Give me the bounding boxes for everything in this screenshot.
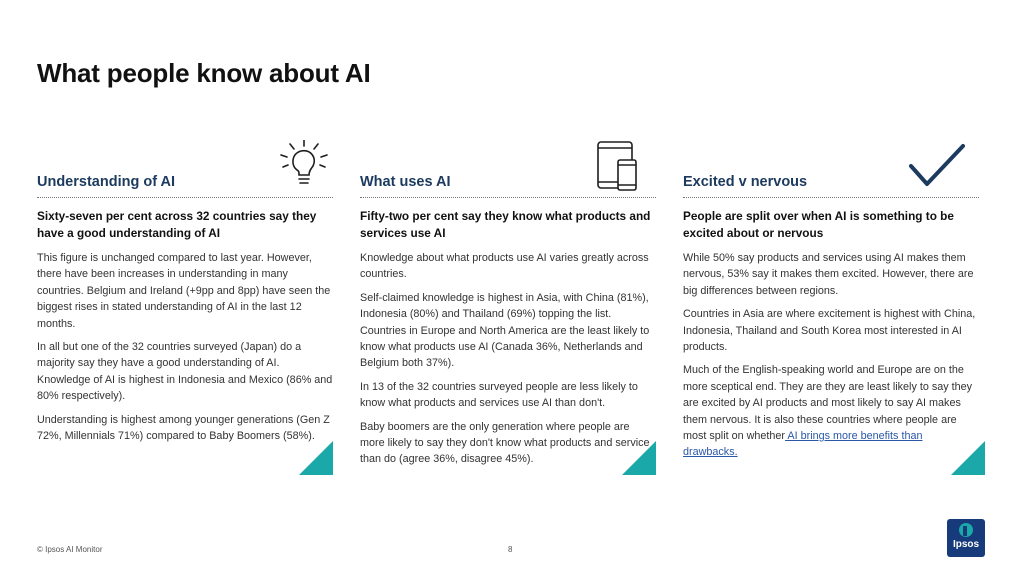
corner-triangle-decoration (951, 441, 985, 475)
paragraph: Knowledge about what products use AI varies greatly across countries. (360, 252, 649, 281)
footer-copyright: © Ipsos AI Monitor (37, 545, 103, 554)
logo-text: Ipsos (952, 539, 980, 550)
lead-text: Sixty-seven per cent across 32 countries say they have a good understanding of AI (37, 209, 317, 240)
paragraph: Baby boomers are the only generation where people are more likely to say they don't know what products and service than do (agree 36%, disagree 45%). (360, 420, 650, 466)
ipsos-logo (947, 519, 985, 557)
divider (683, 197, 979, 198)
column-heading: Understanding of AI (37, 174, 176, 190)
column-body (360, 208, 656, 475)
column-body (37, 208, 333, 451)
paragraph: Countries in Asia are where excitement is highest with China, Indonesia, Thailand and South Korea most interested in AI products. (683, 308, 976, 354)
column-excited-v-nervous (683, 140, 979, 480)
corner-triangle-decoration (622, 441, 656, 475)
paragraph: In 13 of the 32 countries surveyed people are less likely to know what products and services use AI than don't. (360, 380, 638, 410)
paragraph-text: Much of the English-speaking world and Europe are on the more sceptical end. They are they are least likely to say they are excited by AI products and most likely to say AI makes them nervous. It is also these countries where people are most split on whether (683, 364, 973, 443)
checkmark-icon (905, 140, 969, 192)
divider (37, 197, 333, 198)
column-what-uses-ai (360, 140, 656, 480)
lightbulb-icon (277, 140, 333, 192)
column-understanding (37, 140, 333, 480)
page-number: 8 (508, 545, 513, 554)
paragraph: In all but one of the 32 countries surveyed (Japan) do a majority say they have a good understanding of AI. Knowledge of AI is highest in Indonesia and Mexico (86% and 80% respectively). (37, 341, 333, 403)
lead-text: People are split over when AI is something to be excited about or nervous (683, 209, 954, 240)
paragraph: Understanding is highest among younger generations (Gen Z 72%, Millennials 71%) compared to Baby Boomers (58%). (37, 413, 330, 443)
ai-benefits-link[interactable]: AI brings more benefits than drawbacks. (683, 430, 923, 459)
paragraph: This figure is unchanged compared to last year. However, there have been increases in understanding in many countries. Belgium and Ireland (+9pp and 8pp) have seen the biggest rises in stated understanding of AI in the last 12 months. (37, 252, 331, 330)
lead-text: Fifty-two per cent say they know what products and services use AI (360, 209, 651, 240)
paragraph (683, 362, 979, 460)
paragraph: While 50% say products and services using AI makes them nervous, 53% say it makes them excited. However, there are big differences between regions. (683, 252, 974, 297)
paragraph: Self-claimed knowledge is highest in Asia, with China (81%), Indonesia (80%) and Thailand (69%) topping the list. Countries in Europe and North America are the least likely to know what products use AI (Canada 36%, Netherlands and Belgium both 37%). (360, 291, 650, 370)
page-title: What people know about AI (37, 58, 371, 88)
column-heading: What uses AI (360, 174, 451, 190)
corner-triangle-decoration (299, 441, 333, 475)
devices-icon (590, 140, 642, 192)
logo-mark (958, 522, 974, 540)
column-heading: Excited v nervous (683, 174, 808, 190)
column-body (683, 208, 979, 468)
divider (360, 197, 656, 198)
